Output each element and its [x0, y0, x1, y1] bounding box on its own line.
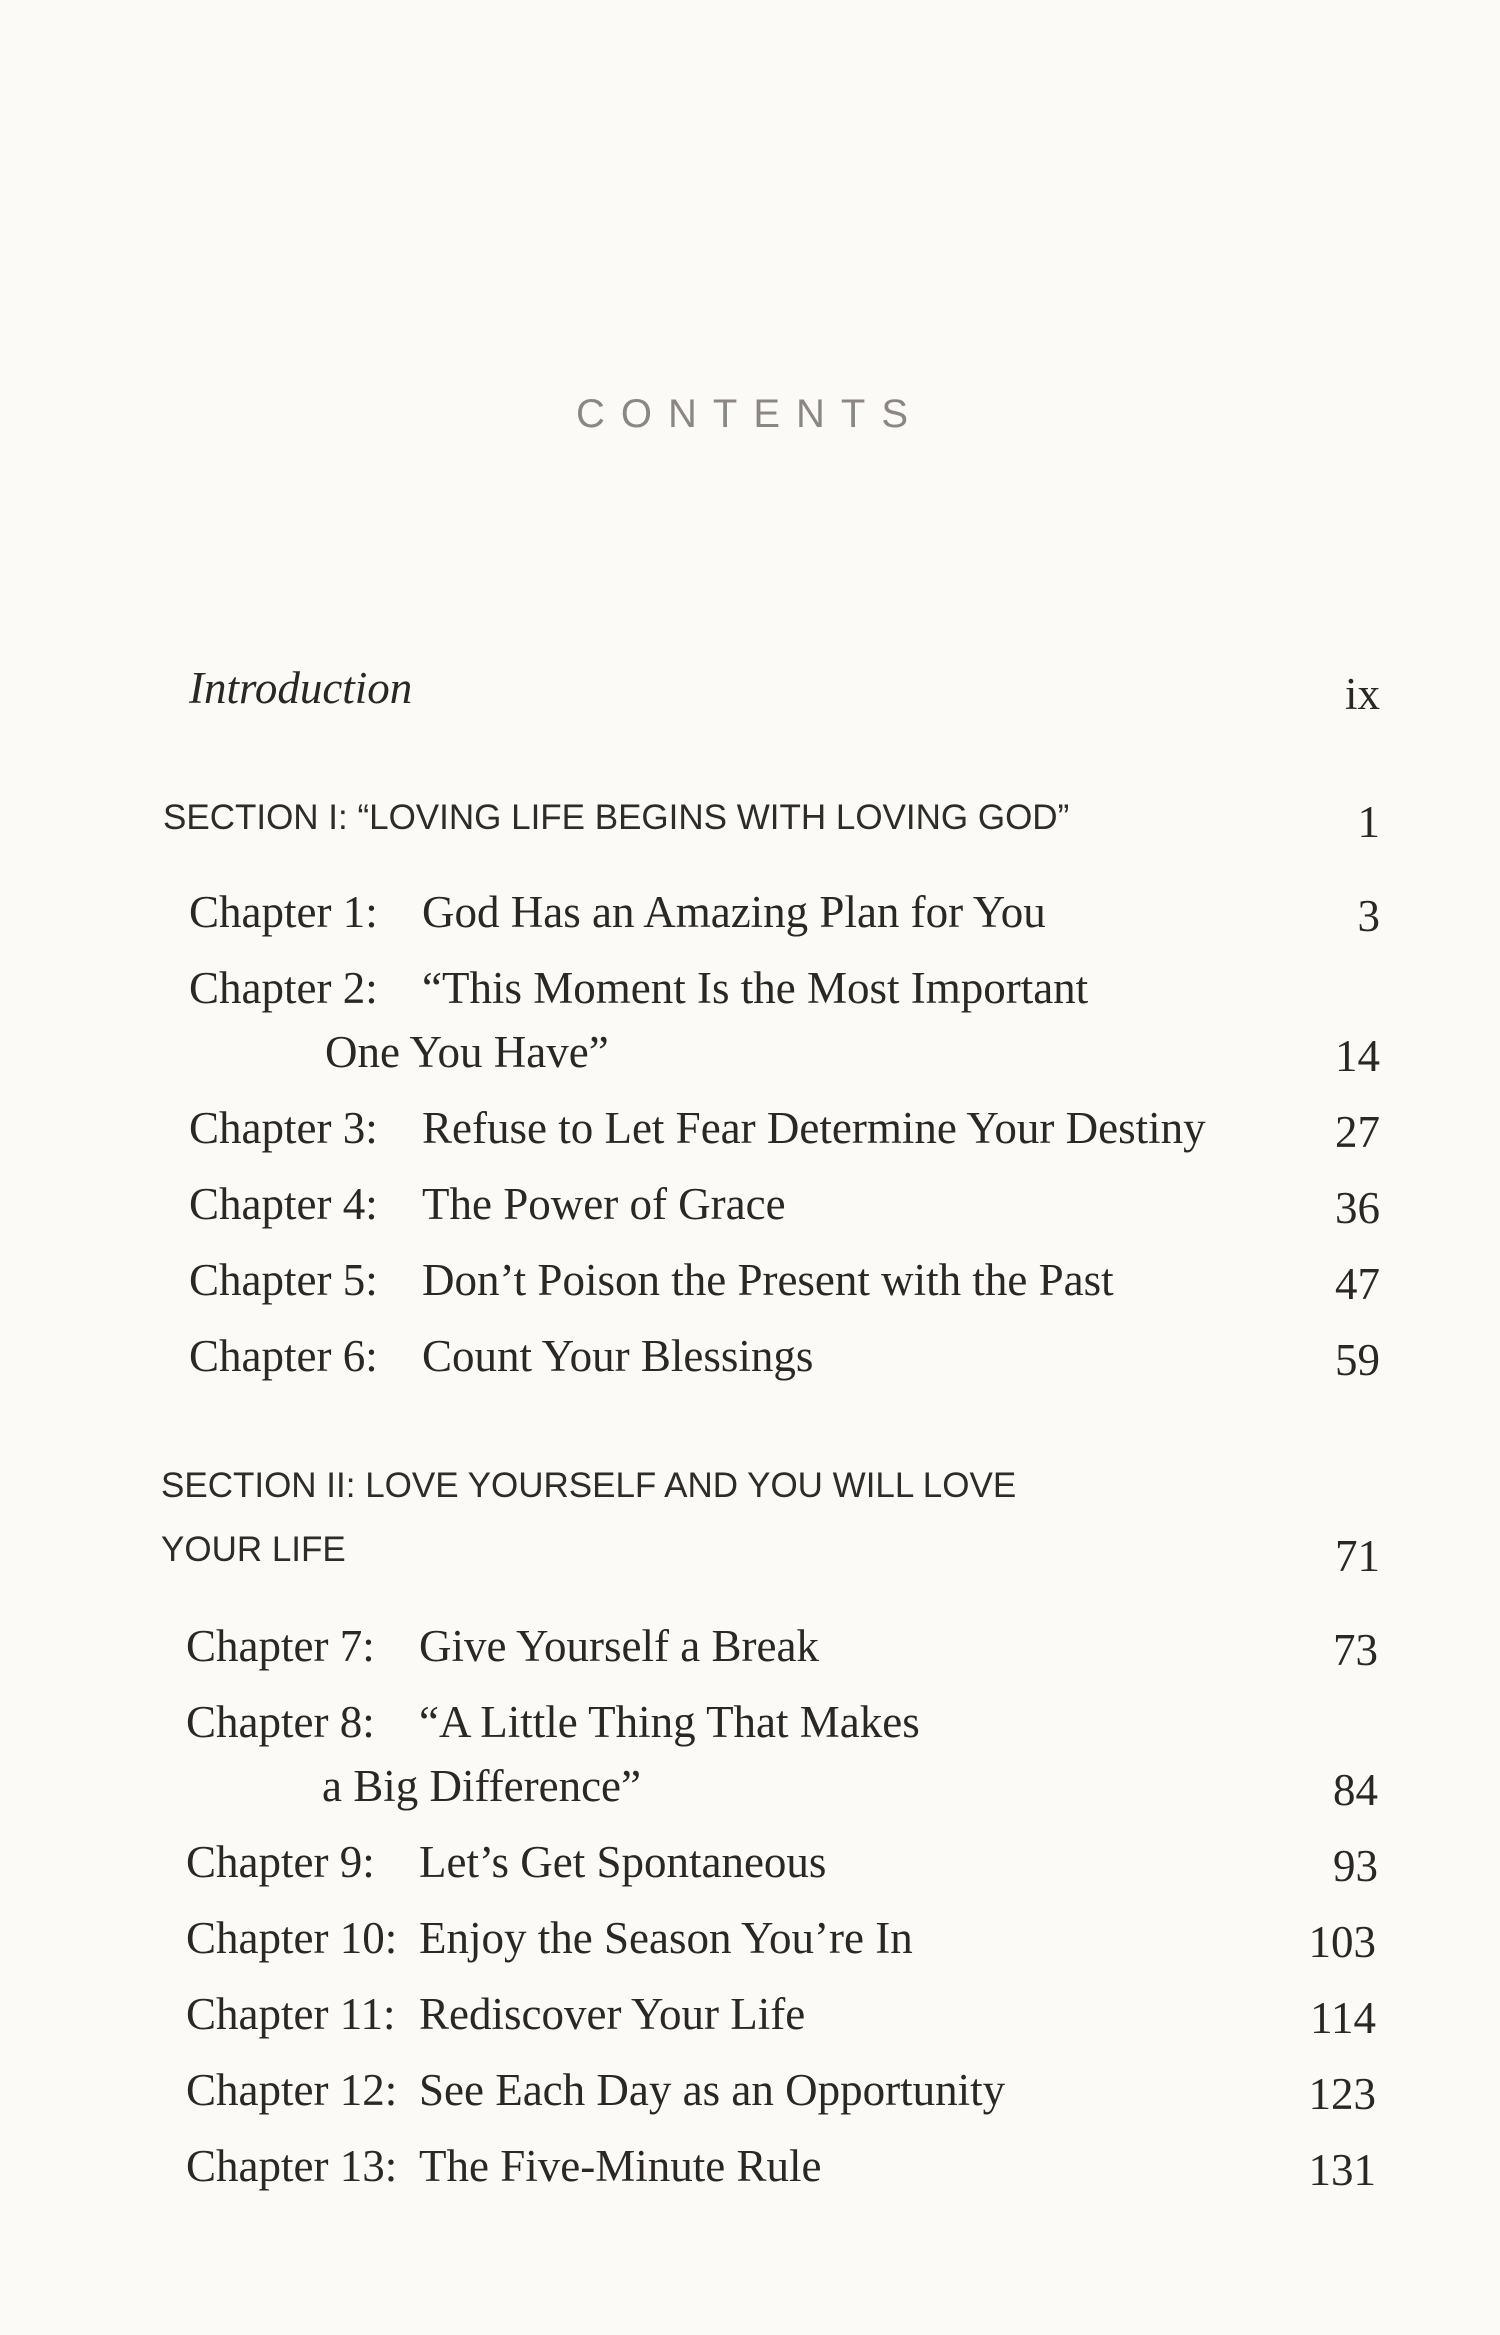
page-number: 27 — [1335, 1107, 1380, 1157]
section-title: SECTION I: “LOVING LIFE BEGINS WITH LOVING GOD” — [163, 798, 1070, 837]
page-number: 47 — [1335, 1259, 1380, 1309]
chapter-title: The Five-Minute Rule — [419, 2141, 822, 2191]
chapter-number: Chapter 13: — [186, 2141, 398, 2191]
chapter-title-continuation: a Big Difference” — [322, 1761, 641, 1811]
chapter-number: Chapter 1: — [189, 887, 378, 937]
page-number: 3 — [1357, 891, 1380, 941]
page-number: ix — [1344, 669, 1380, 719]
chapter-number: Chapter 6: — [189, 1331, 378, 1381]
chapter-title: Count Your Blessings — [422, 1331, 814, 1381]
chapter-number: Chapter 5: — [189, 1255, 378, 1305]
chapter-number: Chapter 12: — [186, 2065, 398, 2115]
chapter-number: Chapter 7: — [186, 1621, 375, 1671]
chapter-number: Chapter 4: — [189, 1179, 378, 1229]
page-title: CONTENTS — [576, 392, 924, 436]
chapter-title: Refuse to Let Fear Determine Your Destiny — [422, 1103, 1206, 1153]
chapter-number: Chapter 9: — [186, 1837, 375, 1887]
chapter-number: Chapter 11: — [186, 1989, 396, 2039]
chapter-number: Chapter 3: — [189, 1103, 378, 1153]
chapter-title-continuation: One You Have” — [325, 1027, 609, 1077]
chapter-title: See Each Day as an Opportunity — [419, 2065, 1006, 2115]
page-number: 103 — [1308, 1917, 1376, 1967]
section-title-line-1: SECTION II: LOVE YOURSELF AND YOU WILL LOVE — [161, 1466, 1017, 1505]
chapter-title: Rediscover Your Life — [419, 1989, 806, 2039]
chapter-title: Enjoy the Season You’re In — [419, 1913, 913, 1963]
section-title-line-2: YOUR LIFE — [161, 1530, 346, 1569]
page-number: 1 — [1357, 797, 1380, 847]
page-number: 114 — [1310, 1993, 1376, 2043]
entry-title: Introduction — [189, 663, 413, 713]
page-number: 123 — [1308, 2069, 1376, 2119]
chapter-title: “A Little Thing That Makes — [419, 1697, 920, 1747]
chapter-title: Let’s Get Spontaneous — [419, 1837, 827, 1887]
page-number: 84 — [1333, 1765, 1378, 1815]
chapter-title: Give Yourself a Break — [419, 1621, 819, 1671]
chapter-title: The Power of Grace — [422, 1179, 786, 1229]
page-number: 93 — [1333, 1841, 1378, 1891]
chapter-title: “This Moment Is the Most Important — [422, 963, 1089, 1013]
page-number: 71 — [1335, 1531, 1380, 1581]
page-number: 14 — [1335, 1031, 1380, 1081]
chapter-number: Chapter 8: — [186, 1697, 375, 1747]
chapter-number: Chapter 10: — [186, 1913, 398, 1963]
chapter-title: God Has an Amazing Plan for You — [422, 887, 1046, 937]
page-number: 59 — [1335, 1335, 1380, 1385]
chapter-number: Chapter 2: — [189, 963, 378, 1013]
page-number: 36 — [1335, 1183, 1380, 1233]
page-number: 131 — [1308, 2145, 1376, 2195]
chapter-title: Don’t Poison the Present with the Past — [422, 1255, 1114, 1305]
page-number: 73 — [1333, 1625, 1378, 1675]
